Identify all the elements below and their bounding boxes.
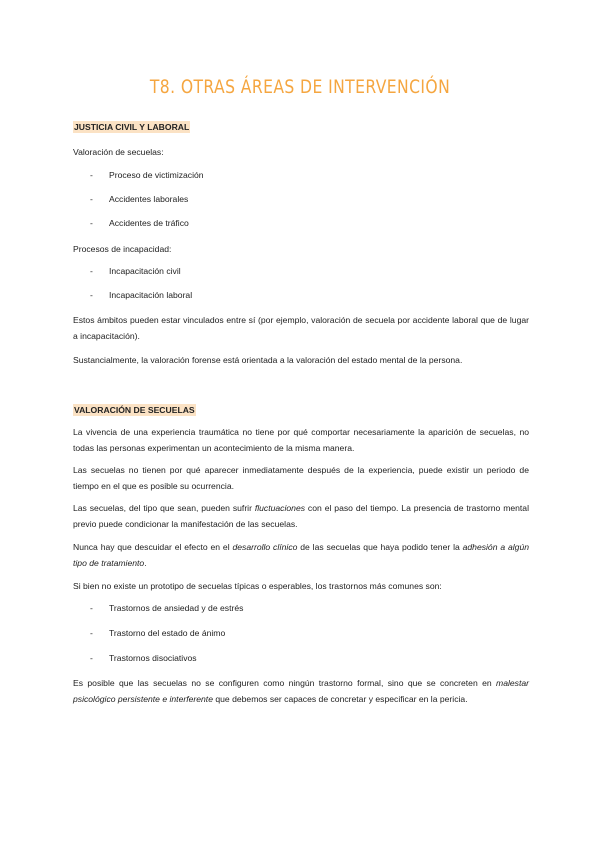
paragraph: Sustancialmente, la valoración forense está orientada a la valoración del estado mental de la persona. xyxy=(73,355,463,365)
list-item: Trastornos disociativos xyxy=(109,653,197,663)
paragraph: La vivencia de una experiencia traumática no tiene por qué comportar necesariamente la aparición de secuelas, no todas las personas experimentan un acontecimiento de la misma manera. xyxy=(73,427,529,453)
paragraph: Es posible que las secuelas no se configuren como ningún trastorno formal, sino que se concreten en malestar psicológico persistente e interferente que debemos ser capaces de concretar y especificar en la pericia. xyxy=(73,678,529,704)
paragraph: Las secuelas no tienen por qué aparecer inmediatamente después de la experiencia, puede existir un periodo de tiempo en el que es posible su ocurrencia. xyxy=(73,465,529,491)
list-bullet: - xyxy=(90,218,93,228)
section-heading-valoracion: VALORACIÓN DE SECUELAS xyxy=(74,405,195,415)
page-title: T8. OTRAS ÁREAS DE INTERVENCIÓN xyxy=(149,76,451,98)
list-bullet: - xyxy=(90,603,93,613)
paragraph: Estos ámbitos pueden estar vinculados entre sí (por ejemplo, valoración de secuela por accidente laboral que de lugar a incapacitación). xyxy=(73,315,529,341)
list-item: Accidentes laborales xyxy=(109,194,189,204)
list-bullet: - xyxy=(90,266,93,276)
list-bullet: - xyxy=(90,170,93,180)
group-label-incapacidad: Procesos de incapacidad: xyxy=(73,244,172,254)
list-item: Trastornos de ansiedad y de estrés xyxy=(109,603,244,613)
list-bullet: - xyxy=(90,653,93,663)
list-bullet: - xyxy=(90,194,93,204)
list-item: Proceso de victimización xyxy=(109,170,204,180)
list-bullet: - xyxy=(90,290,93,300)
list-item: Trastorno del estado de ánimo xyxy=(109,628,226,638)
paragraph: Las secuelas, del tipo que sean, pueden sufrir fluctuaciones con el paso del tiempo. La presencia de trastorno mental previo puede condicionar la manifestación de las secuelas. xyxy=(73,503,529,529)
list-item: Incapacitación laboral xyxy=(109,290,193,300)
group-label-secuelas: Valoración de secuelas: xyxy=(73,147,164,157)
section-heading-justicia: JUSTICIA CIVIL Y LABORAL xyxy=(74,122,190,132)
list-bullet: - xyxy=(90,628,93,638)
paragraph: Si bien no existe un prototipo de secuelas típicas o esperables, los trastornos más comunes son: xyxy=(73,581,442,591)
list-item: Incapacitación civil xyxy=(109,266,181,276)
paragraph: Nunca hay que descuidar el efecto en el desarrollo clínico de las secuelas que haya podido tener la adhesión a algún tipo de tratamiento. xyxy=(73,542,530,568)
list-item: Accidentes de tráfico xyxy=(109,218,189,228)
